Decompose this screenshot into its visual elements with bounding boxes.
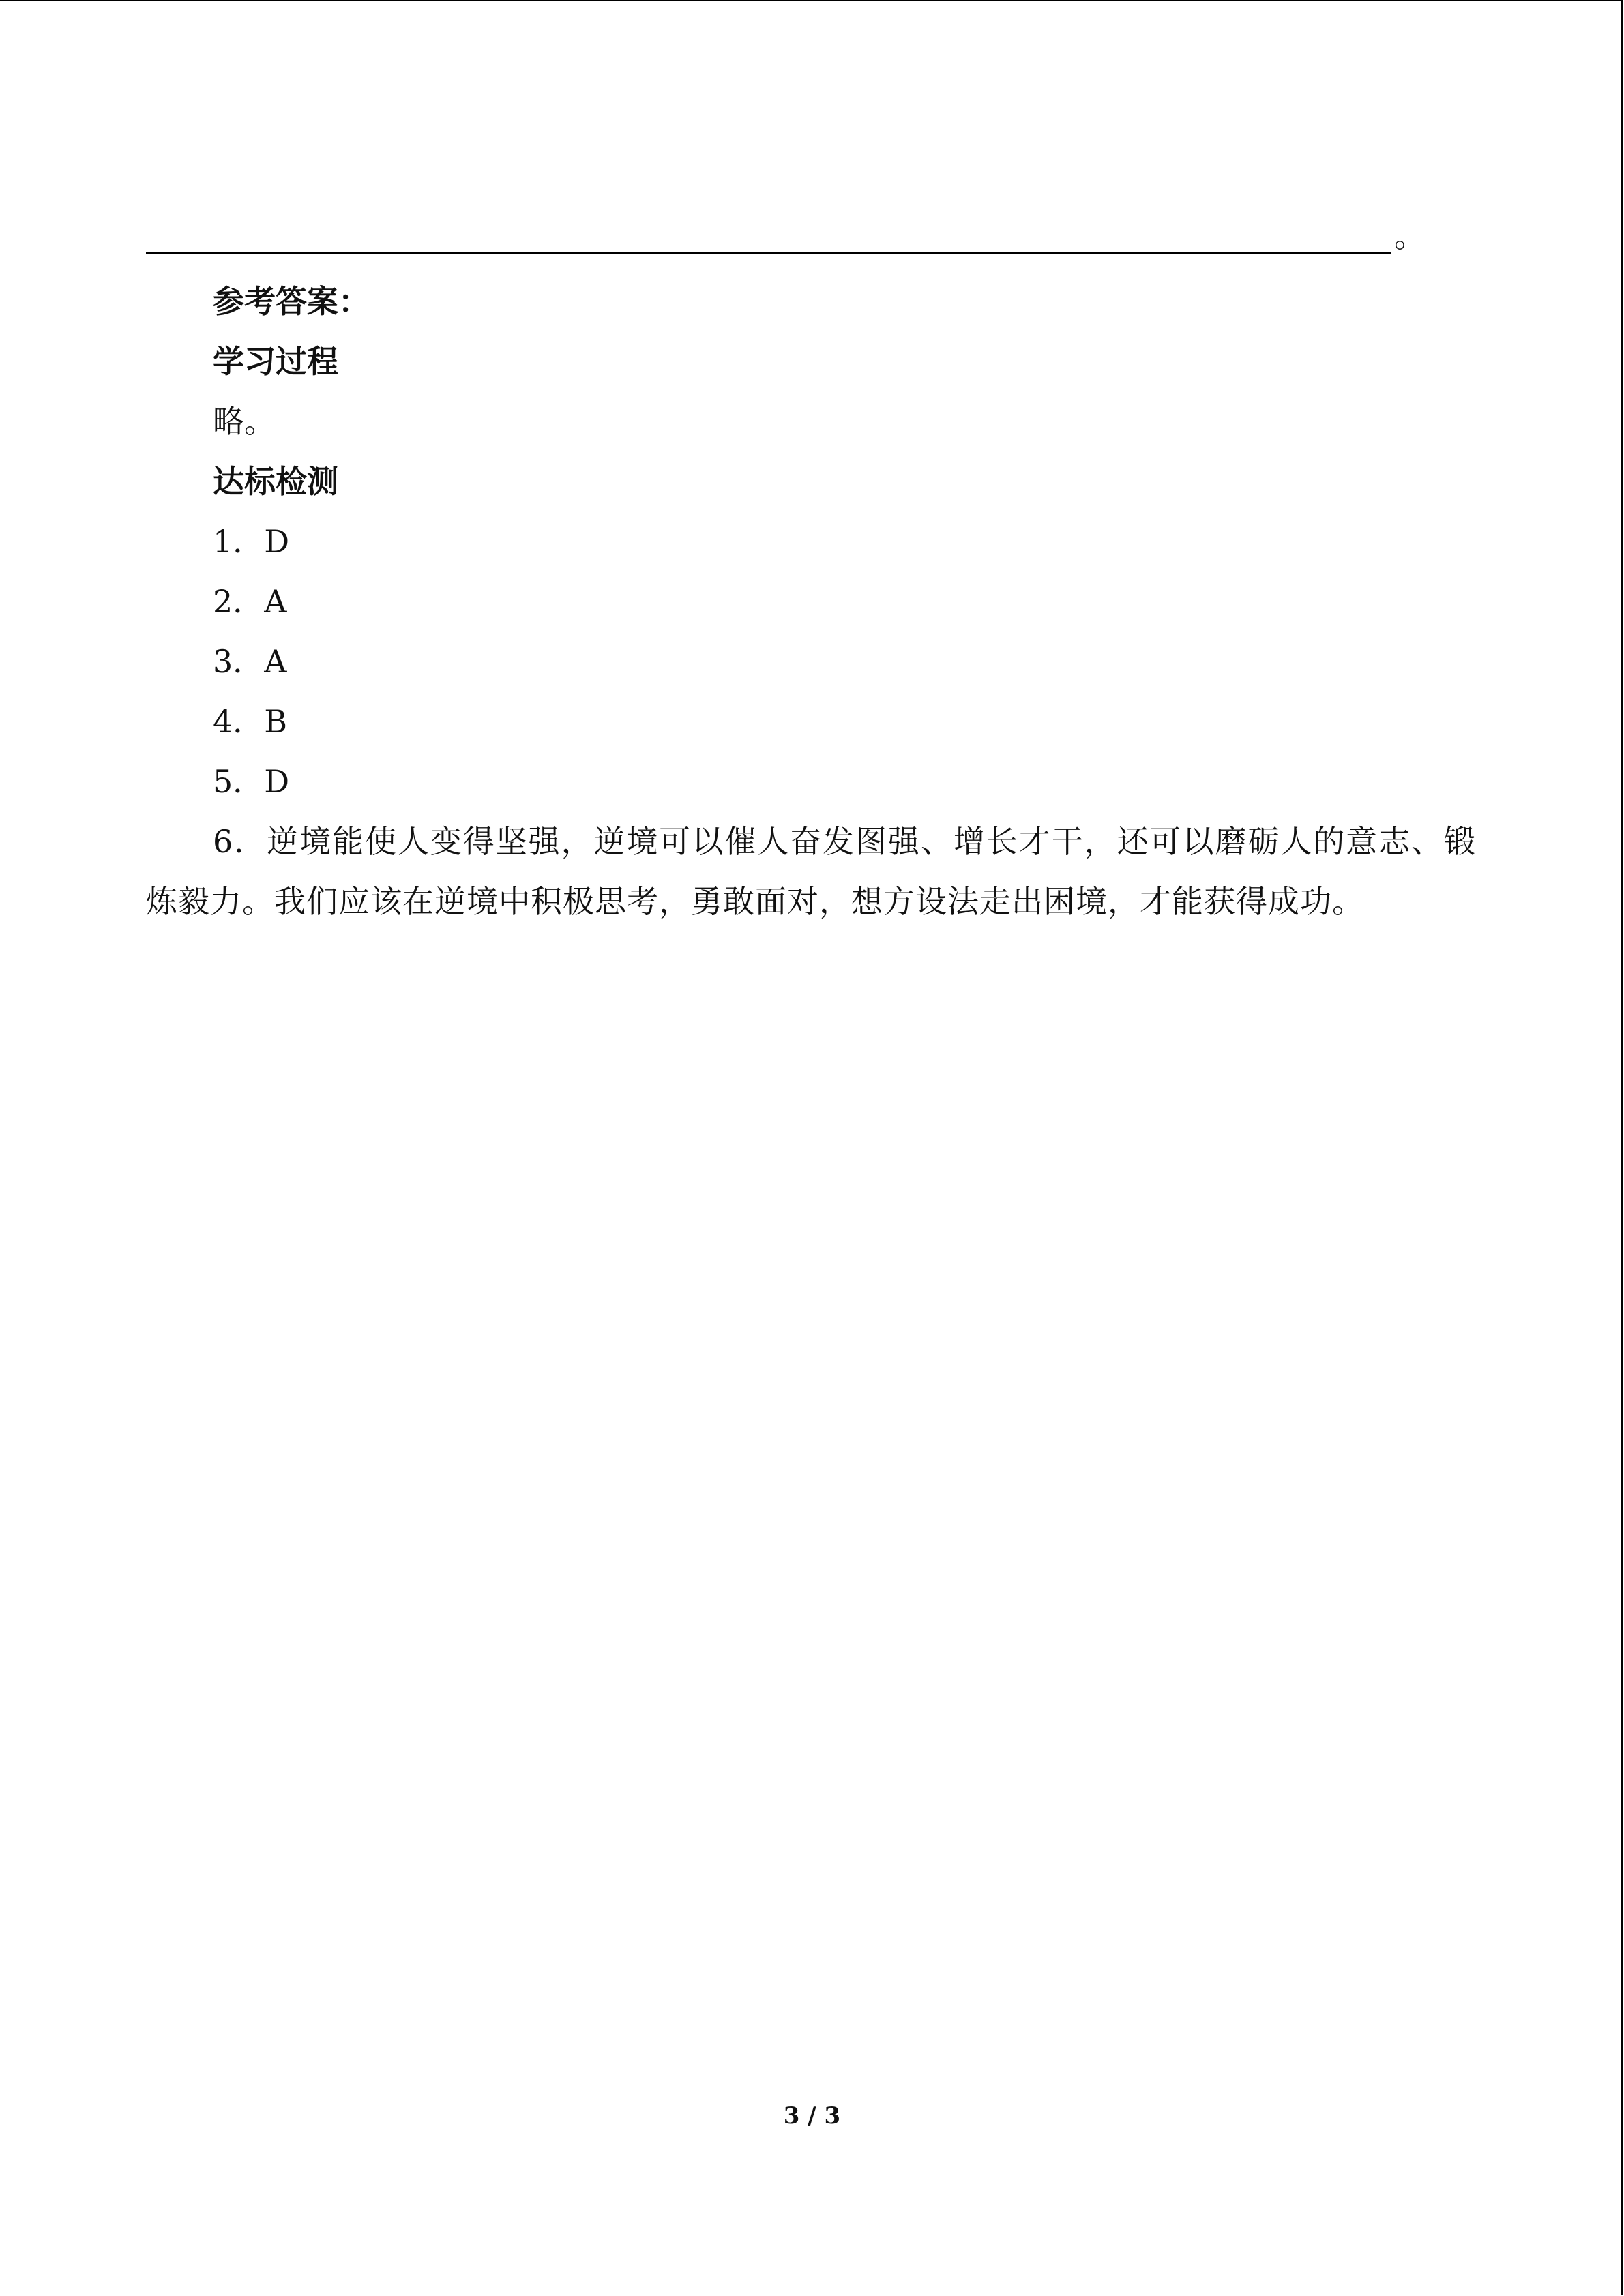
answer-item: 3．A xyxy=(213,643,287,680)
standard-test-heading: 达标检测 xyxy=(213,463,338,500)
reference-answer-heading: 参考答案： xyxy=(213,283,370,320)
answer-item: 5．D xyxy=(213,763,290,800)
fill-in-answer-line xyxy=(146,217,1426,258)
answer-item-6: 6．逆境能使人变得坚强，逆境可以催人奋发图强、增长才干，还可以磨砺人的意志、锻炼毅力。我们应该在逆境中积极思考，勇敢面对，想方设法走出困境，才能获得成功。 xyxy=(146,823,1476,920)
answer-line-period: 。 xyxy=(1394,218,1426,254)
answer-section xyxy=(146,271,1476,931)
answer-item: 2．A xyxy=(213,583,287,620)
learning-process-heading: 学习过程 xyxy=(213,343,338,380)
answer-item: 1．D xyxy=(213,523,290,560)
learning-process-text: 略。 xyxy=(213,403,276,440)
page-number: 3 / 3 xyxy=(783,2102,841,2130)
answer-item: 4．B xyxy=(213,703,288,740)
underline-blank xyxy=(146,252,1391,254)
